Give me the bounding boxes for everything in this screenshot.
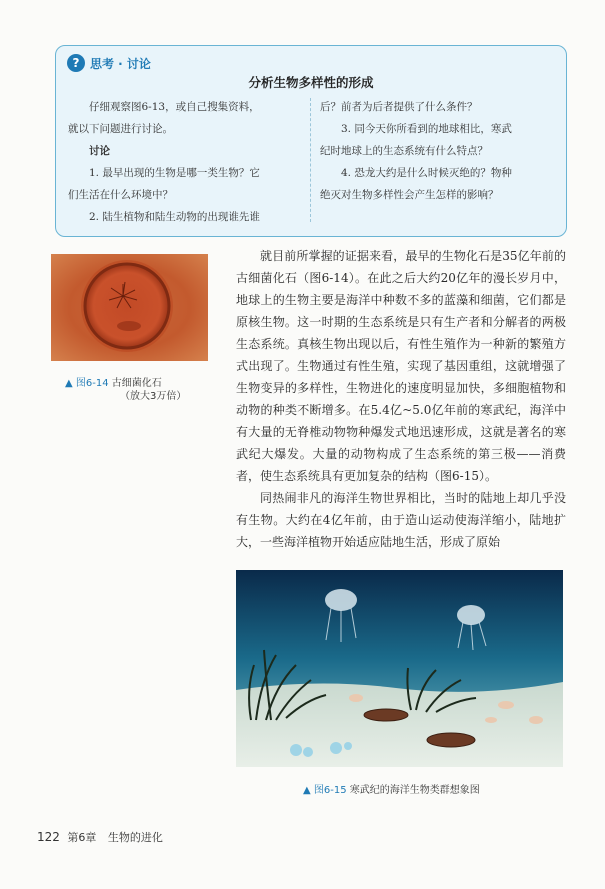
question-4: 4. 恐龙大约是什么时候灭绝的？物种 <box>341 167 512 179</box>
paragraph-1: 就目前所掌握的证据来看，最早的生物化石是35亿年前的古细菌化石（图6-14）。在此之后大约20亿年的漫长岁月中，地球上的生物主要是海洋中种数不多的蓝藻和细菌，它们都是原核生物。这一时期的生态系统是只有生产者和分解者的两极生态系统。真核生物出现以后，有性生殖作为一种新的繁殖方式出现了。生物通过有性生殖，实现了基因重组，这就增强了生物变异的多样性，生物进化的速度明显加快，多细胞植物和动物的种类不断增多。在5.4亿~5.0亿年前的寒武纪，海洋中有大量的无脊椎动物物种爆发式地迅速形成，这就是著名的寒武纪大爆发。大量的动物构成了生态系统的第三极——消费者，使生态系统具有更加复杂的结构（图6-15）。 <box>236 249 566 483</box>
question-4-cont: 绝灭对生物多样性会产生怎样的影响？ <box>320 189 499 201</box>
cambrian-sea-image <box>236 570 563 767</box>
box-label: 思考 · 讨论 <box>90 56 151 71</box>
discussion-heading: 讨论 <box>89 145 110 157</box>
figure-caption: 古细菌化石 <box>111 378 162 389</box>
figure-6-15-caption <box>303 781 480 796</box>
box-header <box>67 54 151 72</box>
box-text: 仔细观察图6-13，或自己搜集资料， <box>89 101 260 113</box>
think-discuss-box <box>55 45 567 237</box>
question-2-cont: 后？前者为后者提供了什么条件？ <box>320 101 478 113</box>
archaea-fossil-image <box>51 254 208 361</box>
figure-caption-sub: （放大3万倍） <box>120 391 187 402</box>
box-right-column <box>320 96 556 206</box>
question-icon: ? <box>67 54 85 72</box>
column-divider <box>310 98 311 222</box>
question-1-cont: 们生活在什么环境中？ <box>68 189 173 201</box>
figure-number: 图6-14 <box>75 378 109 389</box>
chapter-number: 第6章 <box>67 831 97 844</box>
page-footer <box>37 829 163 845</box>
box-left-column <box>68 96 300 228</box>
page-number: 122 <box>37 830 60 844</box>
question-2: 2. 陆生植物和陆生动物的出现谁先谁 <box>89 211 260 223</box>
main-text <box>236 245 566 553</box>
caption-marker: ▲ <box>65 378 73 389</box>
question-3: 3. 同今天你所看到的地球相比，寒武 <box>341 123 512 135</box>
question-1: 1. 最早出现的生物是哪一类生物？它 <box>89 167 260 179</box>
figure-number: 图6-15 <box>313 785 347 796</box>
box-text: 就以下问题进行讨论。 <box>68 123 173 135</box>
caption-marker: ▲ <box>303 785 311 796</box>
chapter-title: 生物的进化 <box>107 831 163 844</box>
question-3-cont: 纪时地球上的生态系统有什么特点？ <box>320 145 488 157</box>
figure-caption: 寒武纪的海洋生物类群想象图 <box>349 785 480 796</box>
box-title: 分析生物多样性的形成 <box>248 75 374 90</box>
paragraph-2: 同热闹非凡的海洋生物世界相比，当时的陆地上却几乎没有生物。大约在4亿年前，由于造山运动使海洋缩小，陆地扩大，一些海洋植物开始适应陆地生活，形成了原始 <box>236 491 566 549</box>
figure-6-14-caption <box>65 377 186 403</box>
